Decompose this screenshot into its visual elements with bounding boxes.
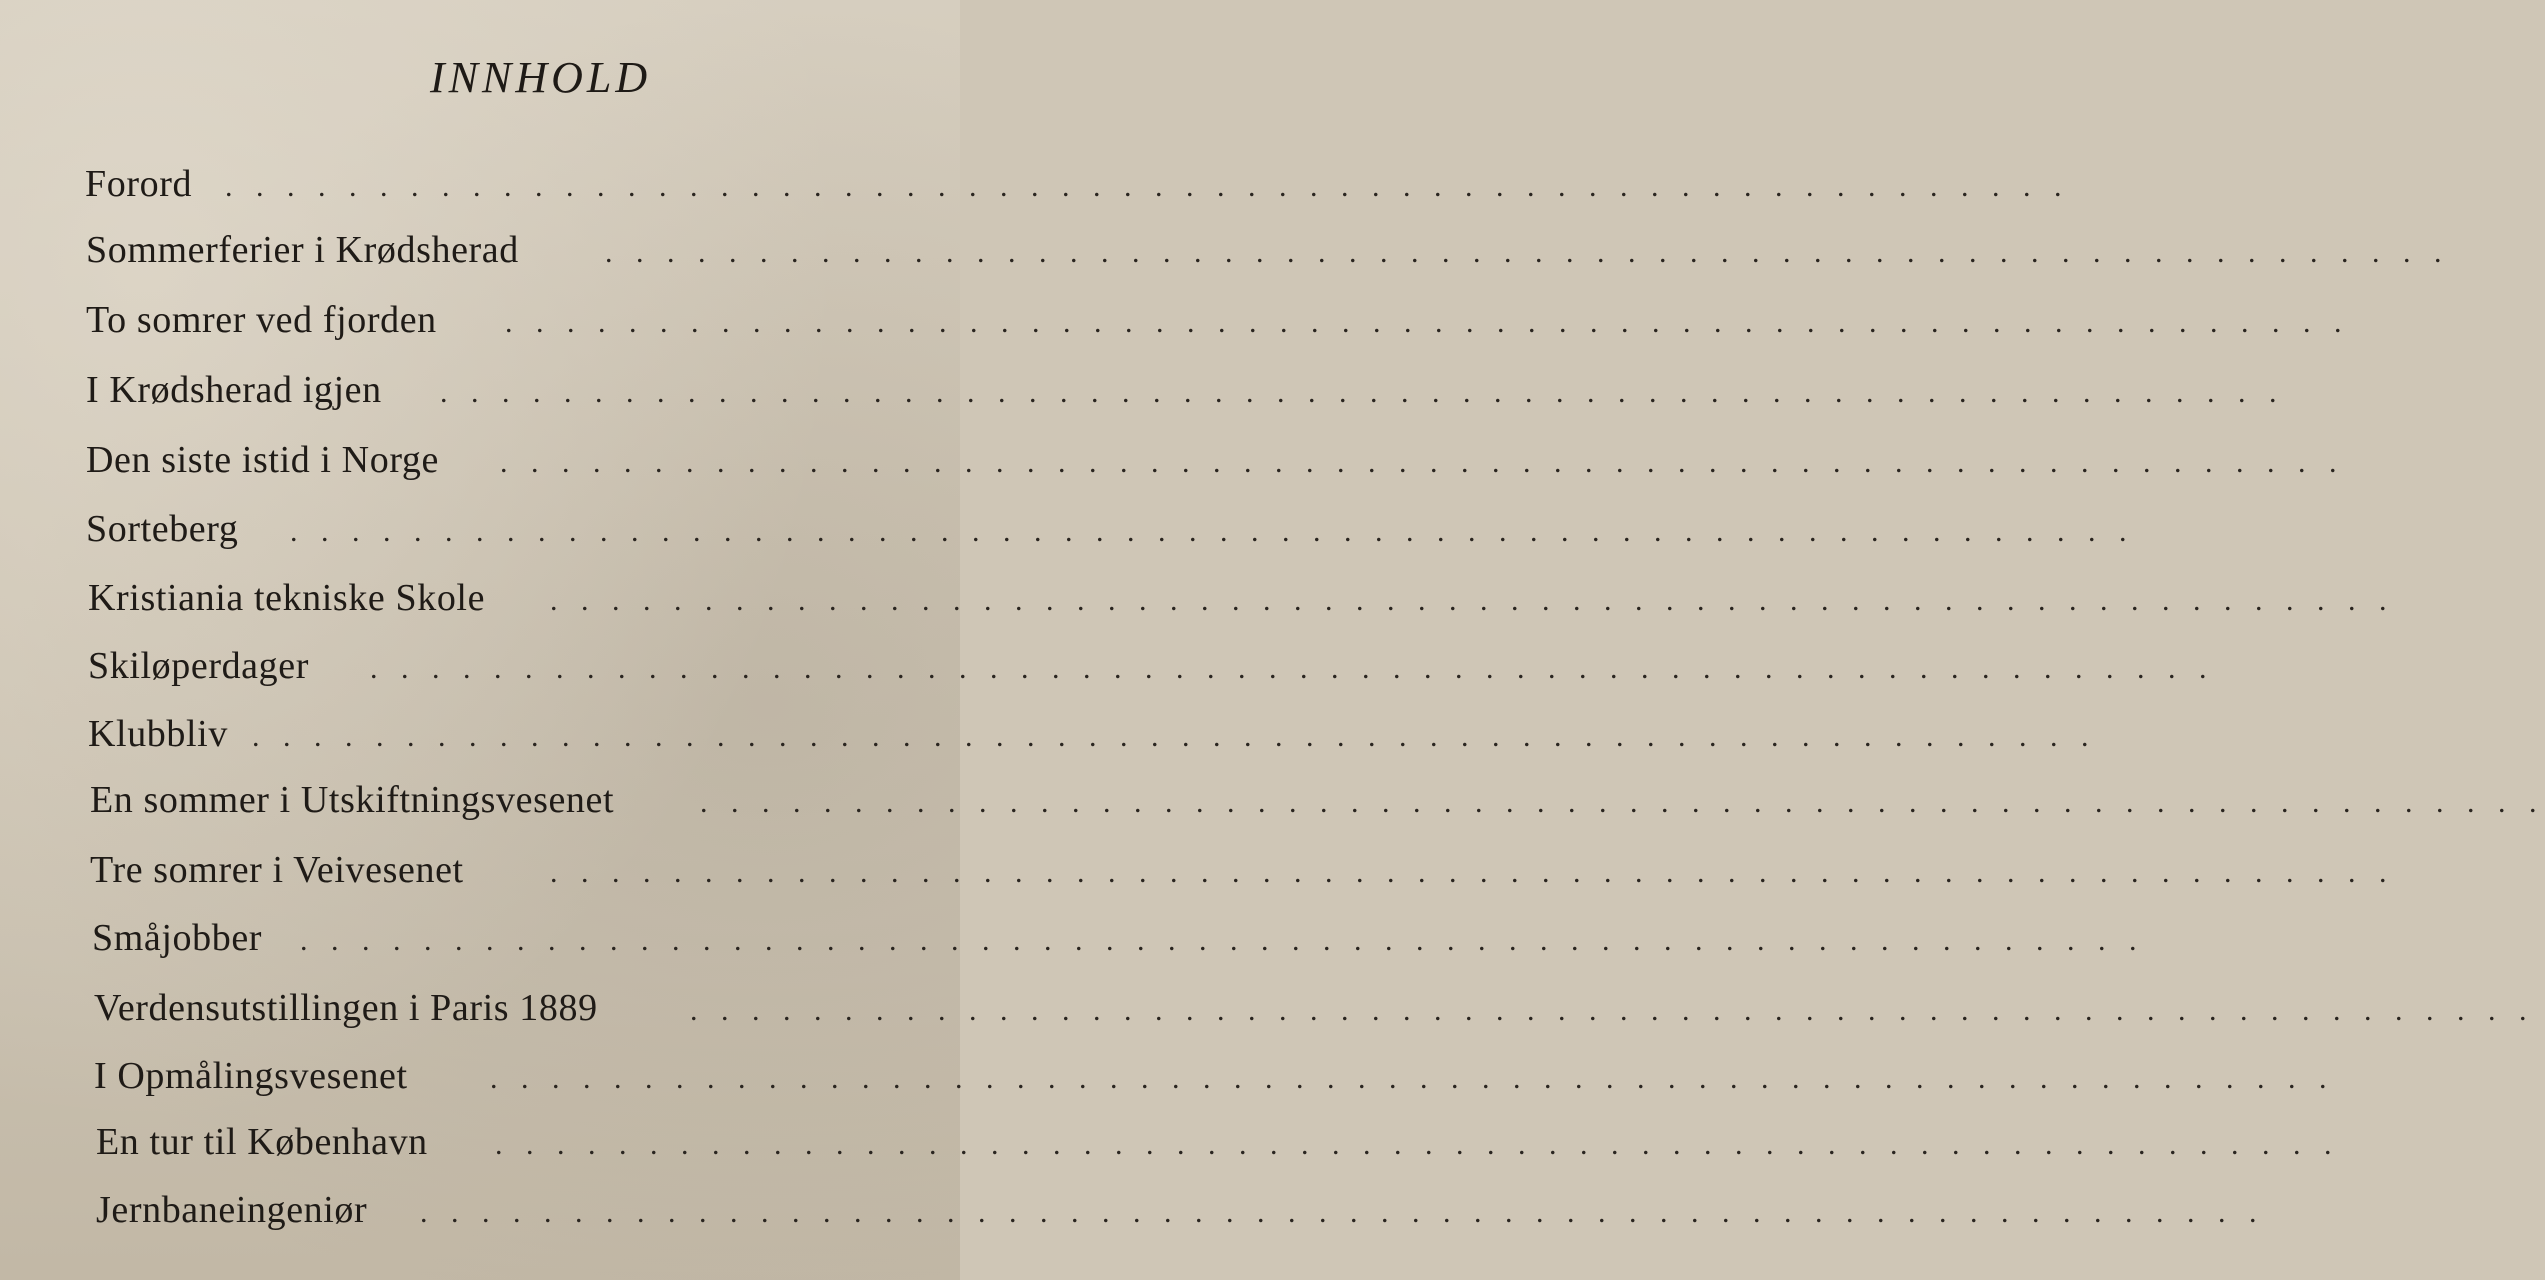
toc-entry-title: Forord <box>85 163 193 205</box>
dot-leader: . . . . . . . . . . . . . . . . . . . . . . . . . . . . . . . . . . . . . . . . . . . . . . . . . . . . . . . . . . . . <box>550 856 2395 889</box>
dot-leader: . . . . . . . . . . . . . . . . . . . . . . . . . . . . . . . . . . . . . . . . . . . . . . . . . . . . . . . . . . . . <box>500 446 2345 479</box>
toc-entry-title: Sorteberg <box>86 508 239 550</box>
toc-entry-title: Den siste istid i Norge <box>86 439 439 481</box>
toc-entry-title: Sommerferier i Krødsherad <box>86 229 519 271</box>
toc-entry-sorteberg <box>0 505 2135 553</box>
toc-entry-title: En sommer i Utskiftningsvesenet <box>90 779 615 821</box>
dot-leader: . . . . . . . . . . . . . . . . . . . . . . . . . . . . . . . . . . . . . . . . . . . . . . . . . . . . . . . . . . . . <box>490 1062 2335 1095</box>
toc-entry-siste-istid <box>0 436 2345 484</box>
toc-entry-title: Tre somrer i Veivesenet <box>90 849 464 891</box>
dot-leader: . . . . . . . . . . . . . . . . . . . . . . . . . . . . . . . . . . . . . . . . . . . . . . . . . . . . . . . . . . . . <box>370 652 2215 685</box>
toc-entry-title: Klubbliv <box>88 713 228 755</box>
dot-leader: . . . . . . . . . . . . . . . . . . . . . . . . . . . . . . . . . . . . . . . . . . . . . . . . . . . . . . . . . . . . <box>495 1128 2340 1161</box>
toc-entry-title: Skiløperdager <box>88 645 309 687</box>
toc-entry-title: I Opmålingsvesenet <box>94 1055 408 1097</box>
toc-entry-title: Jernbaneingeniør <box>96 1189 368 1231</box>
toc-entry-smajobber <box>0 914 2145 962</box>
dot-leader: . . . . . . . . . . . . . . . . . . . . . . . . . . . . . . . . . . . . . . . . . . . . . . . . . . . . . . . . . . . . <box>420 1196 2265 1229</box>
dot-leader: . . . . . . . . . . . . . . . . . . . . . . . . . . . . . . . . . . . . . . . . . . . . . . . . . . . . . . . . . . . . <box>440 376 2285 409</box>
toc-entry-title: Småjobber <box>92 917 263 959</box>
toc-entry-sommerferier <box>0 226 2450 274</box>
toc-entry-title: I Krødsherad igjen <box>86 369 382 411</box>
toc-entry-title: Verdensutstillingen i Paris 1889 <box>94 987 598 1029</box>
dot-leader: . . . . . . . . . . . . . . . . . . . . . . . . . . . . . . . . . . . . . . . . . . . . . . . . . . . . . . . . . . . . <box>225 170 2070 203</box>
toc-entry-jernbaneingenior <box>0 1186 2265 1234</box>
toc-entry-veivesenet <box>0 846 2395 894</box>
dot-leader: . . . . . . . . . . . . . . . . . . . . . . . . . . . . . . . . . . . . . . . . . . . . . . . . . . . . . . . . . . . . <box>505 306 2350 339</box>
dot-leader: . . . . . . . . . . . . . . . . . . . . . . . . . . . . . . . . . . . . . . . . . . . . . . . . . . . . . . . . . . . . <box>700 786 2545 819</box>
toc-entry-utskiftningsvesenet <box>0 776 2545 824</box>
dot-leader: . . . . . . . . . . . . . . . . . . . . . . . . . . . . . . . . . . . . . . . . . . . . . . . . . . . . . . . . . . . . <box>605 236 2450 269</box>
toc-entry-tekniske-skole <box>0 574 2395 622</box>
toc-entry-title: En tur til København <box>96 1121 428 1163</box>
toc-entry-title: To somrer ved fjorden <box>86 299 437 341</box>
toc-entry-klubbliv <box>0 710 2097 758</box>
toc-entry-kobenhavn <box>0 1118 2340 1166</box>
dot-leader: . . . . . . . . . . . . . . . . . . . . . . . . . . . . . . . . . . . . . . . . . . . . . . . . . . . . . . . . . . . . <box>290 515 2135 548</box>
toc-entry-title: Kristiania tekniske Skole <box>88 577 486 619</box>
page-title: INNHOLD <box>430 53 652 102</box>
toc-entry-to-somrer <box>0 296 2350 344</box>
dot-leader: . . . . . . . . . . . . . . . . . . . . . . . . . . . . . . . . . . . . . . . . . . . . . . . . . . . . . . . . . . . . <box>252 720 2097 753</box>
toc-entry-skiloperdager <box>0 642 2215 690</box>
dot-leader: . . . . . . . . . . . . . . . . . . . . . . . . . . . . . . . . . . . . . . . . . . . . . . . . . . . . . . . . . . . . <box>300 924 2145 957</box>
toc-entry-krodsherad-igjen <box>0 366 2285 414</box>
toc-entry-forord <box>0 160 2070 208</box>
dot-leader: . . . . . . . . . . . . . . . . . . . . . . . . . . . . . . . . . . . . . . . . . . . . . . . . . . . . . . . . . . . . <box>690 994 2535 1027</box>
toc-entry-opmalingsvesenet <box>0 1052 2335 1100</box>
toc-entry-verdensutstillingen <box>0 984 2535 1032</box>
dot-leader: . . . . . . . . . . . . . . . . . . . . . . . . . . . . . . . . . . . . . . . . . . . . . . . . . . . . . . . . . . . . <box>550 584 2395 617</box>
